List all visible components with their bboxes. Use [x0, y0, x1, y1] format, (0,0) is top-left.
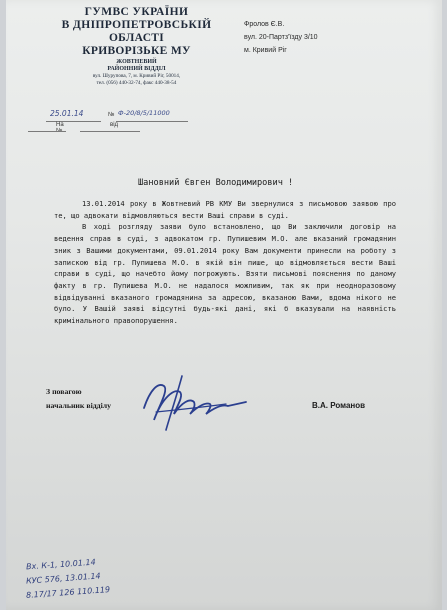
date-underline [46, 121, 101, 122]
closing: З повагою [46, 387, 82, 396]
letter-sheet [6, 0, 442, 610]
letterhead-line-6: РАЙОННИЙ ВІДДІЛ [107, 66, 166, 72]
handwritten-note-3: 8.17/17 126 110.119 [25, 585, 111, 600]
salutation: Шановний Євген Володимирович ! [138, 178, 294, 188]
letterhead-line-5: ЖОВТНЕВИЙ [116, 59, 157, 65]
vid-underline [80, 131, 140, 132]
letter-body [54, 198, 396, 327]
handwritten-note-2: КУС 576, 13.01.14 [25, 571, 101, 586]
registration-date: 25.01.14 [50, 109, 84, 118]
recipient-name: Фролов Є.В. [244, 21, 285, 28]
handwritten-note-1: Вх. К-1, 10.01.14 [25, 557, 96, 572]
vid-label: від [110, 122, 119, 128]
recipient-street: вул. 20-Партз'їзду 3/10 [244, 34, 318, 41]
signature-block [46, 385, 111, 413]
recipient-city: м. Кривий Ріг [244, 47, 287, 54]
body-paragraph-1: 13.01.2014 року в Жовтневий РВ КМУ Ви звернулися з письмовою заявою про те, що адвокати відмовляються вести Ваші справи в суді. [54, 199, 396, 220]
handwritten-signature [136, 368, 266, 438]
registration-number-label: № [108, 112, 115, 118]
signer-position: начальник відділу [46, 401, 112, 410]
letterhead-line-1: ГУМВС УКРАЇНИ [84, 6, 189, 18]
na-label: На № [56, 122, 64, 134]
na-underline [28, 131, 66, 132]
number-underline [116, 121, 188, 122]
letterhead [54, 6, 219, 87]
body-paragraph-2: В ході розгляду заяви було встановлено, що Ви заключили договір на ведення справ в суді, з адвокатом гр. Пупишевим М.О. але вказаний громадянин зник з Вашими документами, 09.01.2014 року Вам документи принесли на роботу з запискою від гр. Пупишева М.О. в якій він пише, що відмовляється вести Ваші справи в суді, що начебто йому погрожують. Взяти письмові пояснення по даному факту в гр. Пупишева М.О. не надалося можливим, так як при неодноразовому відвідуванні вказаного громадянина за адресою, вказаною Вами, вдома нікого не було. У Вашій заяві відсутні будь-які дані, які б вказували на наявність кримінального правопорушення. [54, 222, 396, 326]
recipient-block [244, 18, 318, 57]
registration-number: Ф-20/8/5/11000 [118, 109, 170, 117]
letterhead-phone: тел. (056) 440-32-74, факс 440-38-54 [96, 80, 177, 86]
letterhead-line-3: ОБЛАСТІ [108, 32, 165, 44]
letterhead-line-2: В ДНІПРОПЕТРОВСЬКІЙ [61, 19, 212, 31]
letterhead-address: вул. Шурупова, 7, м. Кривий Ріг, 50014, [92, 73, 181, 79]
signer-name: В.А. Романов [312, 401, 366, 410]
letterhead-line-4: КРИВОРІЗЬКЕ МУ [82, 45, 191, 57]
